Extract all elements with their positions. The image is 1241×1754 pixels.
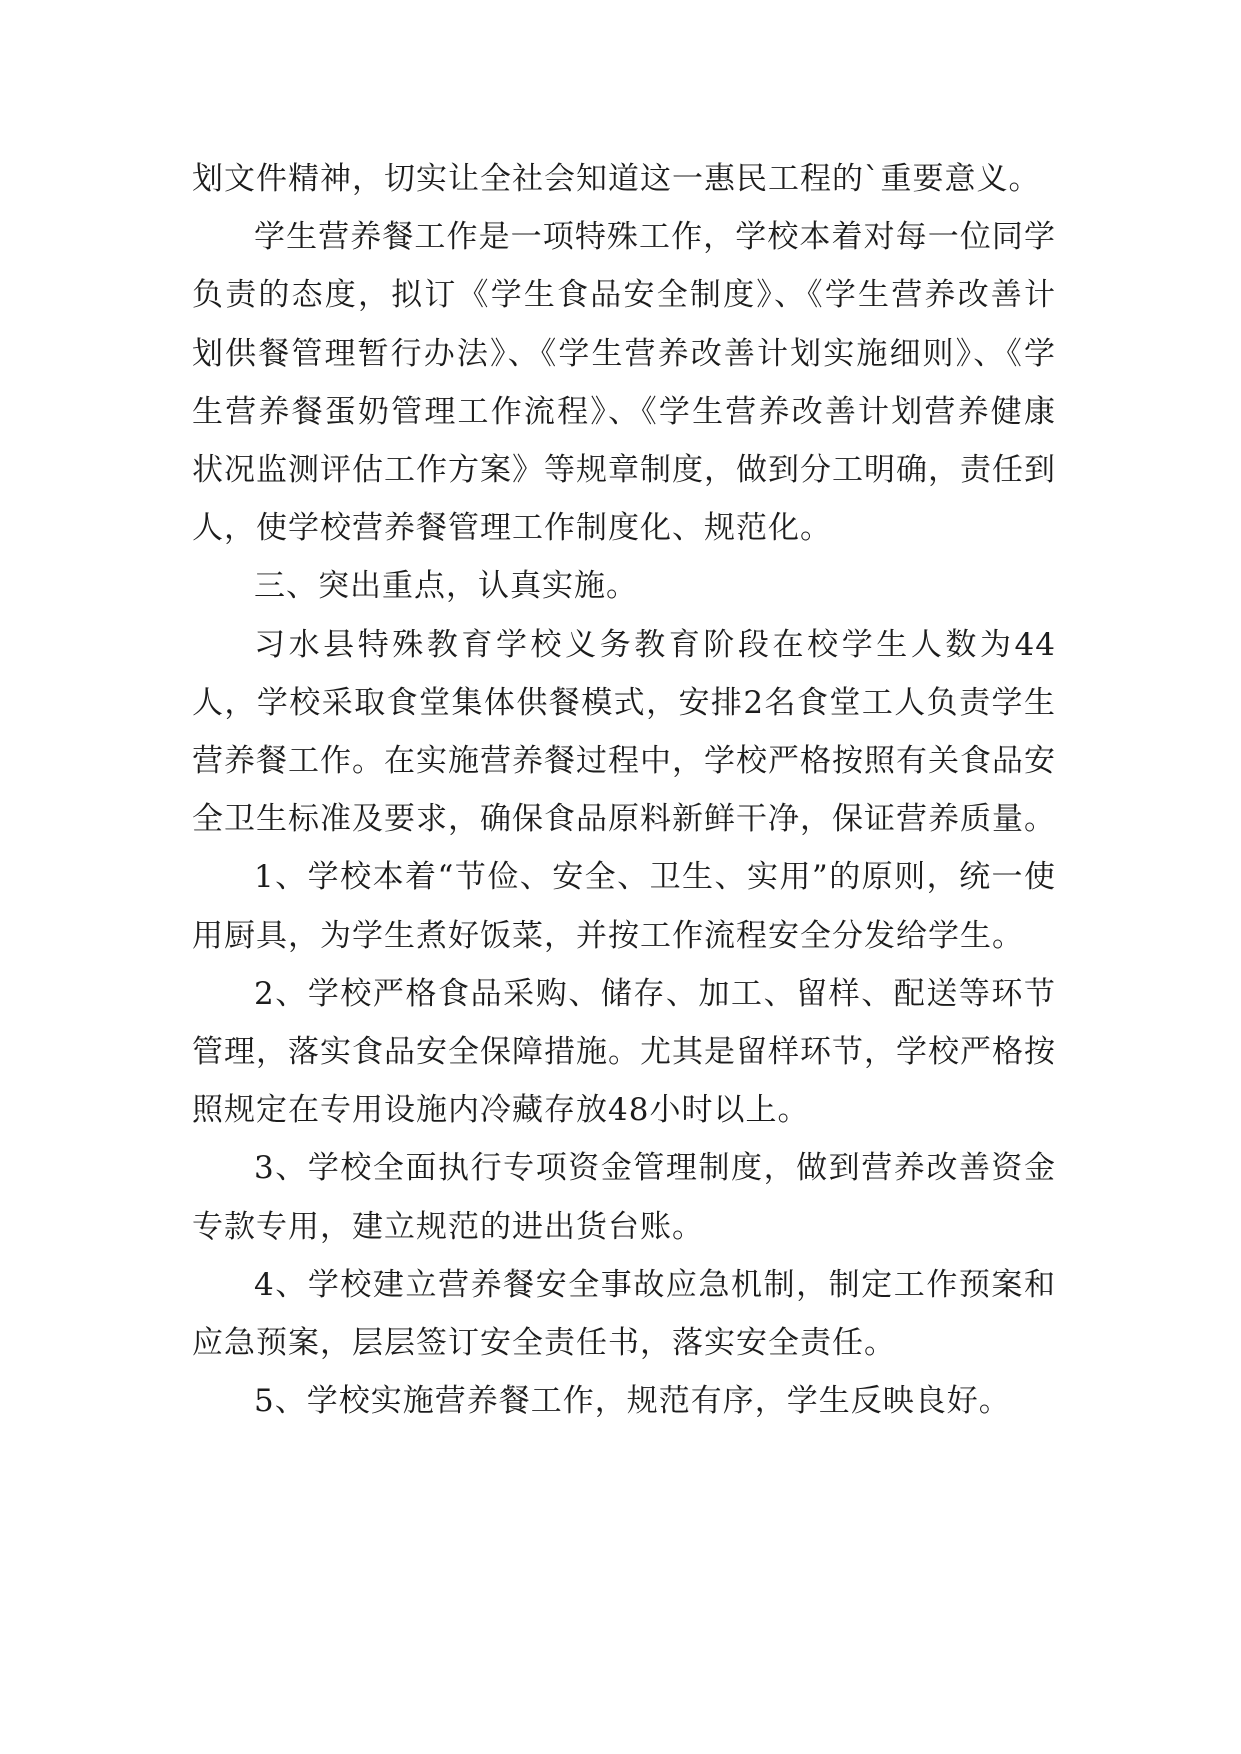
- list-item-4: 4、学校建立营养餐安全事故应急机制，制定工作预案和应急预案，层层签订安全责任书，落实安全责任。: [192, 1266, 1056, 1362]
- list-item-5: 5、学校实施营养餐工作，规范有序，学生反映良好。: [254, 1383, 1011, 1420]
- list-item-3: 3、学校全面执行专项资金管理制度，做到营养改善资金专款专用，建立规范的进出货台账。: [192, 1150, 1056, 1245]
- list-item-2: 2、学校严格食品采购、储存、加工、留样、配送等环节管理，落实食品安全保障措施。尤其是留样环节，学校严格按照规定在专用设施内冷藏存放48小时以上。: [192, 975, 1056, 1129]
- paragraph-continuation: 划文件精神，切实让全社会知道这一惠民工程的`重要意义。: [192, 161, 1041, 197]
- list-item-1: 1、学校本着“节俭、安全、卫生、实用”的原则，统一使用厨具，为学生煮好饭菜，并按工作流程安全分发给学生。: [192, 859, 1056, 954]
- paragraph-enrollment: 习水县特殊教育学校义务教育阶段在校学生人数为44人，学校采取食堂集体供餐模式，安排2名食堂工人负责学生营养餐工作。在实施营养餐过程中，学校严格按照有关食品安全卫生标准及要求，确保食品原料新鲜干净，保证营养质量。: [192, 626, 1056, 838]
- paragraph-regulations: 学生营养餐工作是一项特殊工作，学校本着对每一位同学负责的态度，拟订《学生食品安全制度》、《学生营养改善计划供餐管理暂行办法》、《学生营养改善计划实施细则》、《学生营养餐蛋奶管理工作流程》、《学生营养改善计划营养健康状况监测评估工作方案》等规章制度，做到分工明确，责任到人，使学校营养餐管理工作制度化、规范化。: [192, 219, 1056, 547]
- section-heading: 三、突出重点，认真实施。: [254, 568, 638, 605]
- document-body: [192, 150, 1056, 1430]
